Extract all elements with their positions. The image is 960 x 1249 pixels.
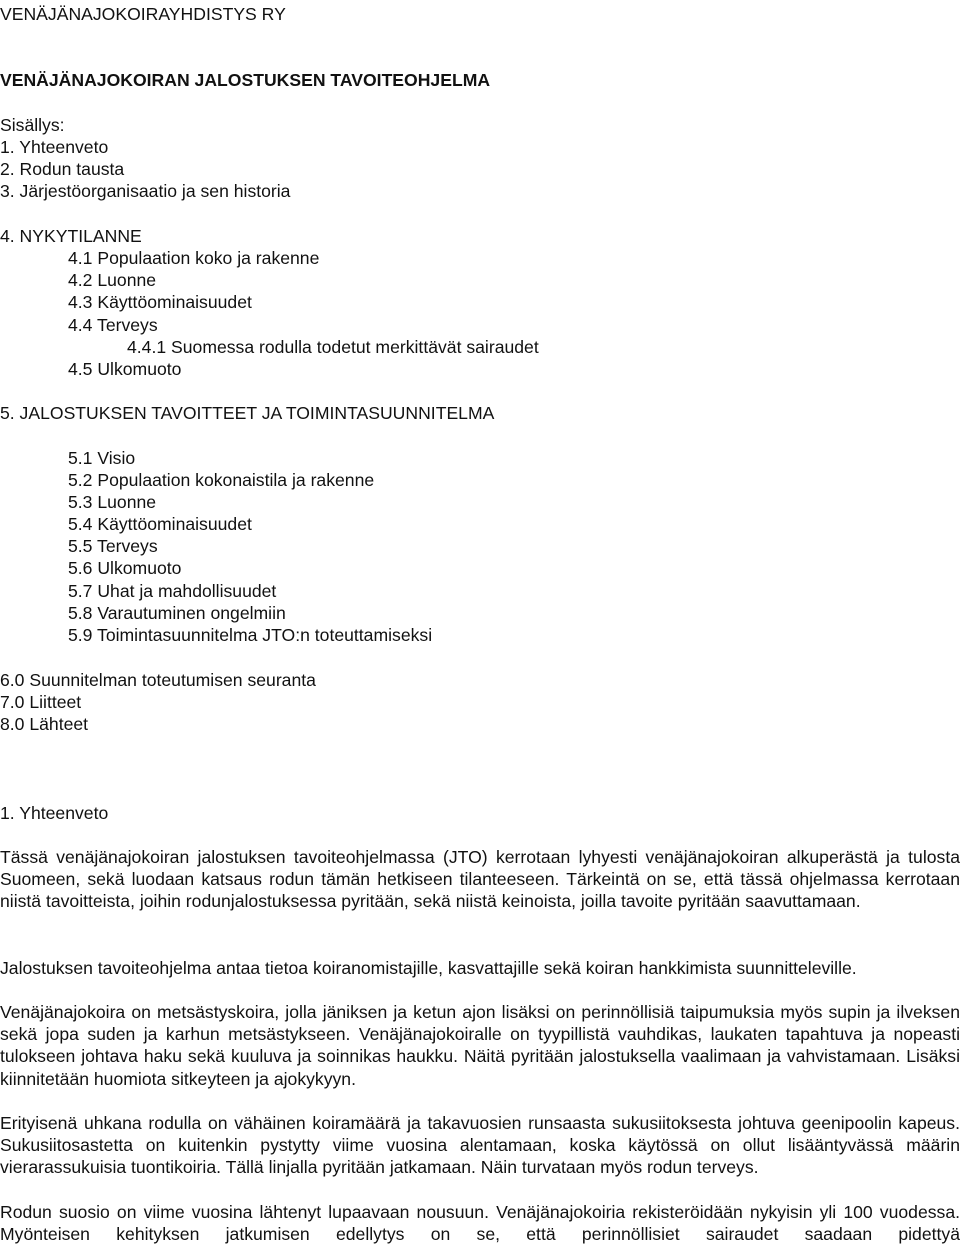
toc-item: 8.0 Lähteet bbox=[0, 714, 89, 734]
body-paragraph: Erityisenä uhkana rodulla on vähäinen koiramäärä ja takavuosien runsaasta sukusiitoksesta johtuva geenipoolin kapeus. Sukusiitosastetta on kuitenkin pystytty viime vuosina alentamaan, koska käytössä on ollut lisääntyvässä määrin vierarassukuisia tuontikoiria. Tällä linjalla pyritään jatkamaan. Näin turvataan myös rodun terveys. bbox=[0, 1113, 960, 1178]
body-paragraph: Tässä venäjänajokoiran jalostuksen tavoiteohjelmassa (JTO) kerrotaan lyhyesti venäjänajokoiran alkuperästä ja tulosta Suomeen, sekä luodaan katsaus rodun tämän hetkiseen tilanteeseen. Tärkeintä on se, että tässä ohjelmassa kerrotaan niistä tavoitteista, joihin rodunjalostuksessa pyritään, sekä niistä keinoista, joilla tavoite pyritään saavuttamaan. bbox=[0, 847, 960, 912]
toc-item: 4.2 Luonne bbox=[68, 270, 157, 290]
toc-item: 5.1 Visio bbox=[68, 448, 136, 468]
toc-label: Sisällys: bbox=[0, 115, 65, 135]
toc-item: 5.3 Luonne bbox=[68, 492, 157, 512]
toc-item: 2. Rodun tausta bbox=[0, 159, 125, 179]
organization-name: VENÄJÄNAJOKOIRAYHDISTYS RY bbox=[0, 4, 286, 24]
toc-item: 5.7 Uhat ja mahdollisuudet bbox=[68, 581, 277, 601]
body-paragraph: Rodun suosio on viime vuosina lähtenyt lupaavaan nousuun. Venäjänajokoiria rekisteröidään nykyisin yli 100 vuodessa. Myönteisen kehityksen jatkumisen edellytys on se, että perinnöllisiet sairaudet saadaan pidettyä bbox=[0, 1202, 960, 1245]
document-title: VENÄJÄNAJOKOIRAN JALOSTUKSEN TAVOITEOHJELMA bbox=[0, 70, 491, 90]
toc-item: 5.4 Käyttöominaisuudet bbox=[68, 514, 252, 534]
toc-item: 5. JALOSTUKSEN TAVOITTEET JA TOIMINTASUUNNITELMA bbox=[0, 403, 495, 423]
toc-item: 7.0 Liitteet bbox=[0, 692, 82, 712]
section-heading: 1. Yhteenveto bbox=[0, 803, 109, 823]
toc-item: 5.2 Populaation kokonaistila ja rakenne bbox=[68, 470, 375, 490]
toc-item: 6.0 Suunnitelman toteutumisen seuranta bbox=[0, 670, 316, 690]
toc-item: 3. Järjestöorganisaatio ja sen historia bbox=[0, 181, 291, 201]
toc-item: 4.4 Terveys bbox=[68, 315, 158, 335]
toc-item: 5.9 Toimintasuunnitelma JTO:n toteuttamiseksi bbox=[68, 625, 433, 645]
toc-item: 5.6 Ulkomuoto bbox=[68, 558, 182, 578]
toc-item: 4. NYKYTILANNE bbox=[0, 226, 142, 246]
toc-item: 4.1 Populaation koko ja rakenne bbox=[68, 248, 320, 268]
toc-item: 5.8 Varautuminen ongelmiin bbox=[68, 603, 286, 623]
body-paragraph: Jalostuksen tavoiteohjelma antaa tietoa koiranomistajille, kasvattajille sekä koiran hankkimista suunnitteleville. bbox=[0, 958, 857, 978]
toc-item: 1. Yhteenveto bbox=[0, 137, 109, 157]
body-paragraph: Venäjänajokoira on metsästyskoira, jolla jäniksen ja ketun ajon lisäksi on perinnöllisiä taipumuksia myös supin ja ilveksen sekä jopa suden ja karhun metsästykseen. Venäjänajokoiralle on tyypillistä vauhdikas, laukaten tapahtuva ja nopeasti tulokseen johtava haku sekä kuuluva ja soinnikas haukku. Näitä pyritään jalostuksella vaalimaan ja vahvistamaan. Lisäksi kiinnitetään huomiota sitkeyteen ja ajokykyyn. bbox=[0, 1002, 960, 1089]
toc-item: 4.5 Ulkomuoto bbox=[68, 359, 182, 379]
toc-item: 5.5 Terveys bbox=[68, 536, 158, 556]
toc-item: 4.3 Käyttöominaisuudet bbox=[68, 292, 252, 312]
toc-item: 4.4.1 Suomessa rodulla todetut merkittävät sairaudet bbox=[127, 337, 539, 357]
